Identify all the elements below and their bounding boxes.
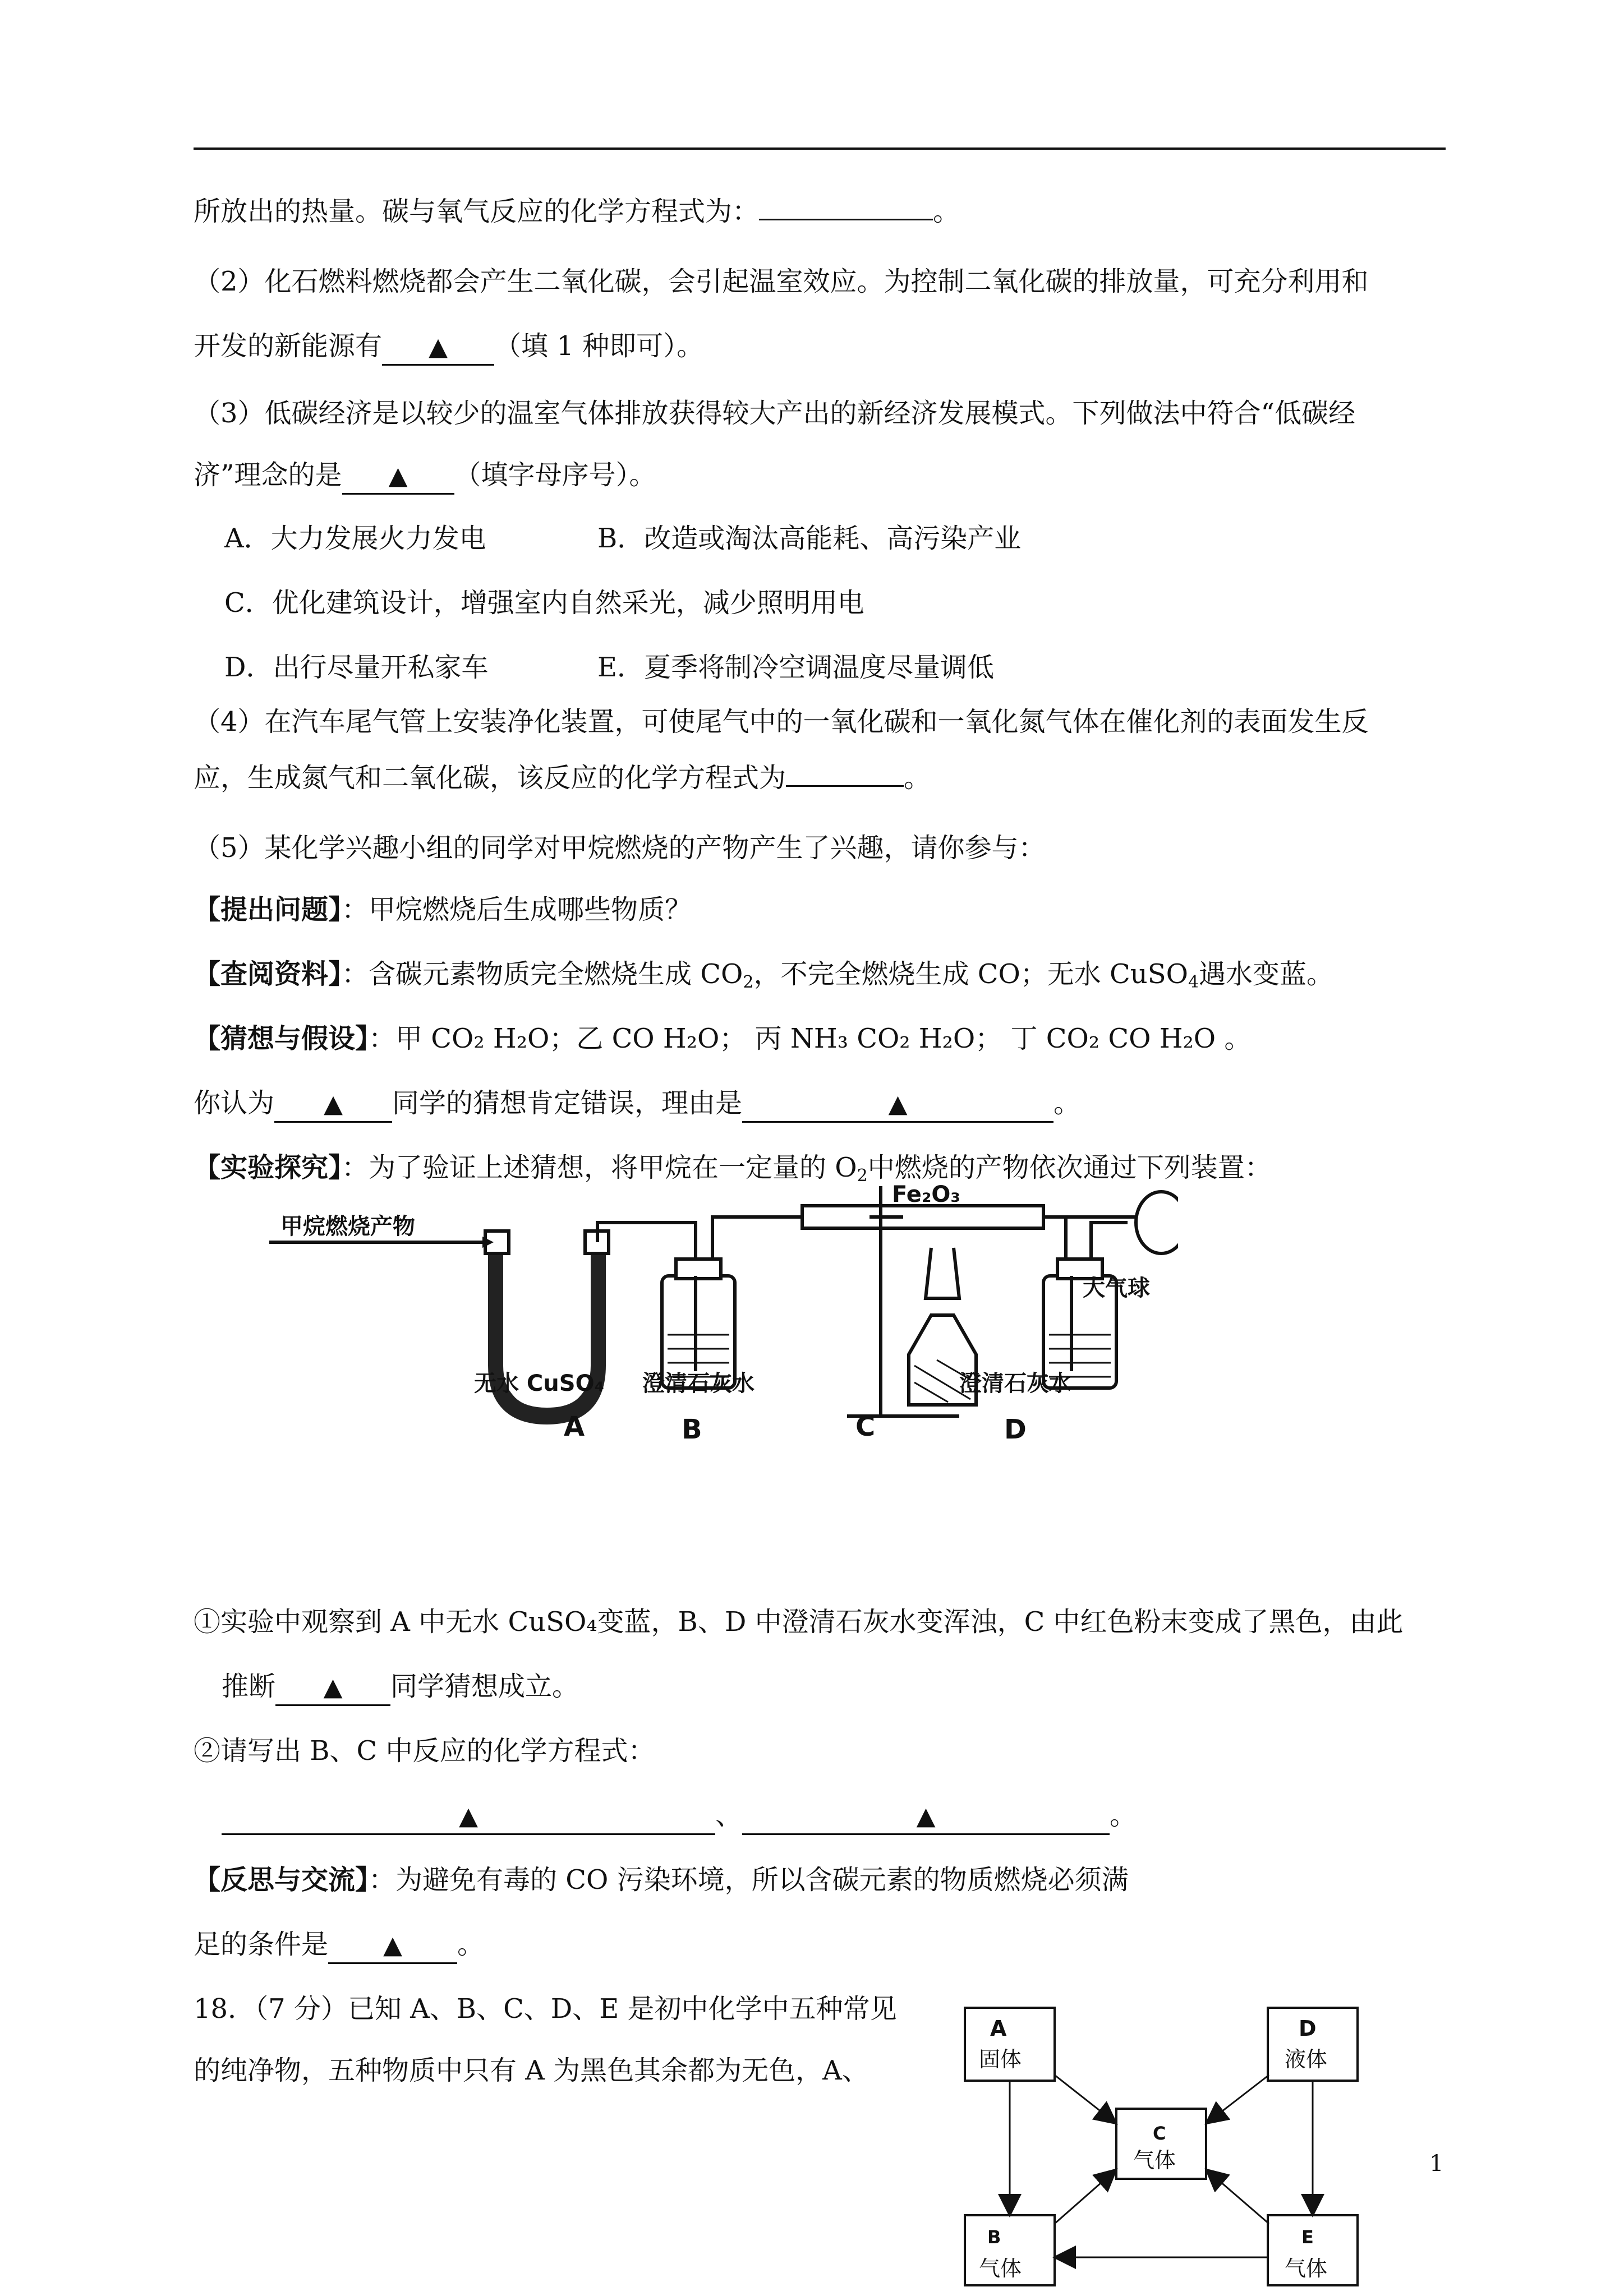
apparatus-diagram	[269, 1181, 1178, 1472]
q18-line-1: 18．（7 分）已知 A、B、C、D、E 是初中化学中五种常见	[194, 1993, 897, 2025]
fe2o3-label: Fe₂O₃	[892, 1182, 960, 1207]
ask-line: 【提出问题】：甲烷燃烧后生成哪些物质？	[194, 894, 692, 925]
q4-line-2: 应，生成氮气和二氧化碳，该反应的化学方程式为 。	[194, 762, 931, 794]
observation-line-2: 推断 ▲ 同学猜想成立。	[222, 1668, 579, 1706]
node-e-state: 气体	[1285, 2256, 1328, 2281]
carbon-oxygen-line: 所放出的热量。碳与氧气反应的化学方程式为： 。	[194, 196, 960, 227]
q3-line-2: 济”理念的是 ▲ （填字母序号）。	[194, 457, 656, 495]
reflection-line-2: 足的条件是 ▲ 。	[194, 1926, 484, 1964]
node-c-state: 气体	[1133, 2148, 1176, 2173]
reference-line: 【查阅资料】：含碳元素物质完全燃烧生成 $CO_2$，不完全燃烧生成 CO；无水 CuSO$_4$遇水变蓝。	[194, 958, 1334, 992]
d-reagent-label: 澄清石灰水	[959, 1371, 1071, 1396]
page-number: 1	[1429, 2151, 1444, 2177]
experiment-line: 【实验探究】：为了验证上述猜想，将甲烷在一定量的 $O_2$中燃烧的产物依次通过下列装置：	[194, 1152, 1272, 1186]
q2-line-2: 开发的新能源有 ▲ （填 1 种即可）。	[194, 328, 703, 366]
option-c: C．优化建筑设计，增强室内自然采光，减少照明用电	[224, 587, 864, 619]
answer-blank[interactable]: ▲	[342, 458, 454, 495]
reflection-line: 【反思与交流】：为避免有毒的 CO 污染环境，所以含碳元素的物质燃烧必须满	[194, 1864, 1129, 1896]
wrong-guess-line: 你认为 ▲ 同学的猜想肯定错误，理由是 ▲ 。	[194, 1085, 1080, 1123]
q18-line-2: 的纯净物，五种物质中只有 A 为黑色其余都为无色，A、	[194, 2055, 869, 2086]
letter-a: A	[564, 1411, 585, 1442]
option-a: A．大力发展火力发电	[224, 523, 486, 554]
answer-blank[interactable]	[786, 785, 904, 787]
answer-blank[interactable]: ▲	[382, 329, 494, 366]
input-label: 甲烷燃烧产物	[280, 1214, 415, 1239]
node-c-letter: C	[1153, 2123, 1166, 2144]
node-d-state: 液体	[1285, 2047, 1328, 2072]
substance-flow-diagram	[948, 1997, 1380, 2288]
reason-blank[interactable]: ▲	[742, 1086, 1053, 1123]
letter-d: D	[1004, 1414, 1027, 1445]
letter-b: B	[682, 1414, 702, 1445]
a-reagent-label: 无水 CuSO₄	[474, 1371, 605, 1396]
header-rule	[194, 147, 1446, 150]
letter-c: C	[855, 1411, 876, 1442]
node-b-state: 气体	[979, 2256, 1022, 2281]
q4-line-1: （4）在汽车尾气管上安装净化装置，可使尾气中的一氧化碳和一氧化氮气体在催化剂的表面发生反	[194, 706, 1369, 737]
node-b-letter: B	[987, 2226, 1001, 2248]
node-a-letter: A	[990, 2016, 1007, 2041]
node-d-letter: D	[1299, 2016, 1317, 2041]
equation-b-blank[interactable]: ▲	[222, 1799, 715, 1835]
option-d: D．出行尽量开私家车	[224, 652, 489, 683]
balloon-label: 大气球	[1083, 1275, 1150, 1301]
answer-blank[interactable]: ▲	[328, 1928, 457, 1964]
node-e-letter: E	[1301, 2226, 1314, 2248]
equation-c-blank[interactable]: ▲	[742, 1799, 1110, 1835]
answer-blank[interactable]	[759, 219, 933, 220]
equation-prompt: ②请写出 B、C 中反应的化学方程式：	[194, 1735, 655, 1767]
node-a-state: 固体	[979, 2047, 1022, 2072]
option-b: B．改造或淘汰高能耗、高污染产业	[597, 523, 1022, 554]
answer-blank[interactable]: ▲	[275, 1670, 390, 1706]
b-reagent-label: 澄清石灰水	[642, 1371, 755, 1396]
observation-line-1: ①实验中观察到 A 中无水 CuSO₄变蓝，B、D 中澄清石灰水变浑浊，C 中红色粉末变成了黑色，由此	[194, 1606, 1404, 1638]
answer-blank[interactable]: ▲	[274, 1086, 392, 1123]
equation-line: ▲ 、 ▲ 。	[222, 1797, 1137, 1835]
option-e: E．夏季将制冷空调温度尽量调低	[597, 652, 995, 683]
q3-line-1: （3）低碳经济是以较少的温室气体排放获得较大产出的新经济发展模式。下列做法中符合“低碳经	[194, 398, 1356, 429]
hypothesis-line: 【猜想与假设】：甲 CO₂ H₂O；乙 CO H₂O； 丙 NH₃ CO₂ H₂O； 丁 CO₂ CO H₂O 。	[194, 1023, 1252, 1054]
q5-intro: （5）某化学兴趣小组的同学对甲烷燃烧的产物产生了兴趣，请你参与：	[194, 832, 1046, 864]
q2-line-1: （2）化石燃料燃烧都会产生二氧化碳，会引起温室效应。为控制二氧化碳的排放量，可充分利用和	[194, 266, 1369, 297]
